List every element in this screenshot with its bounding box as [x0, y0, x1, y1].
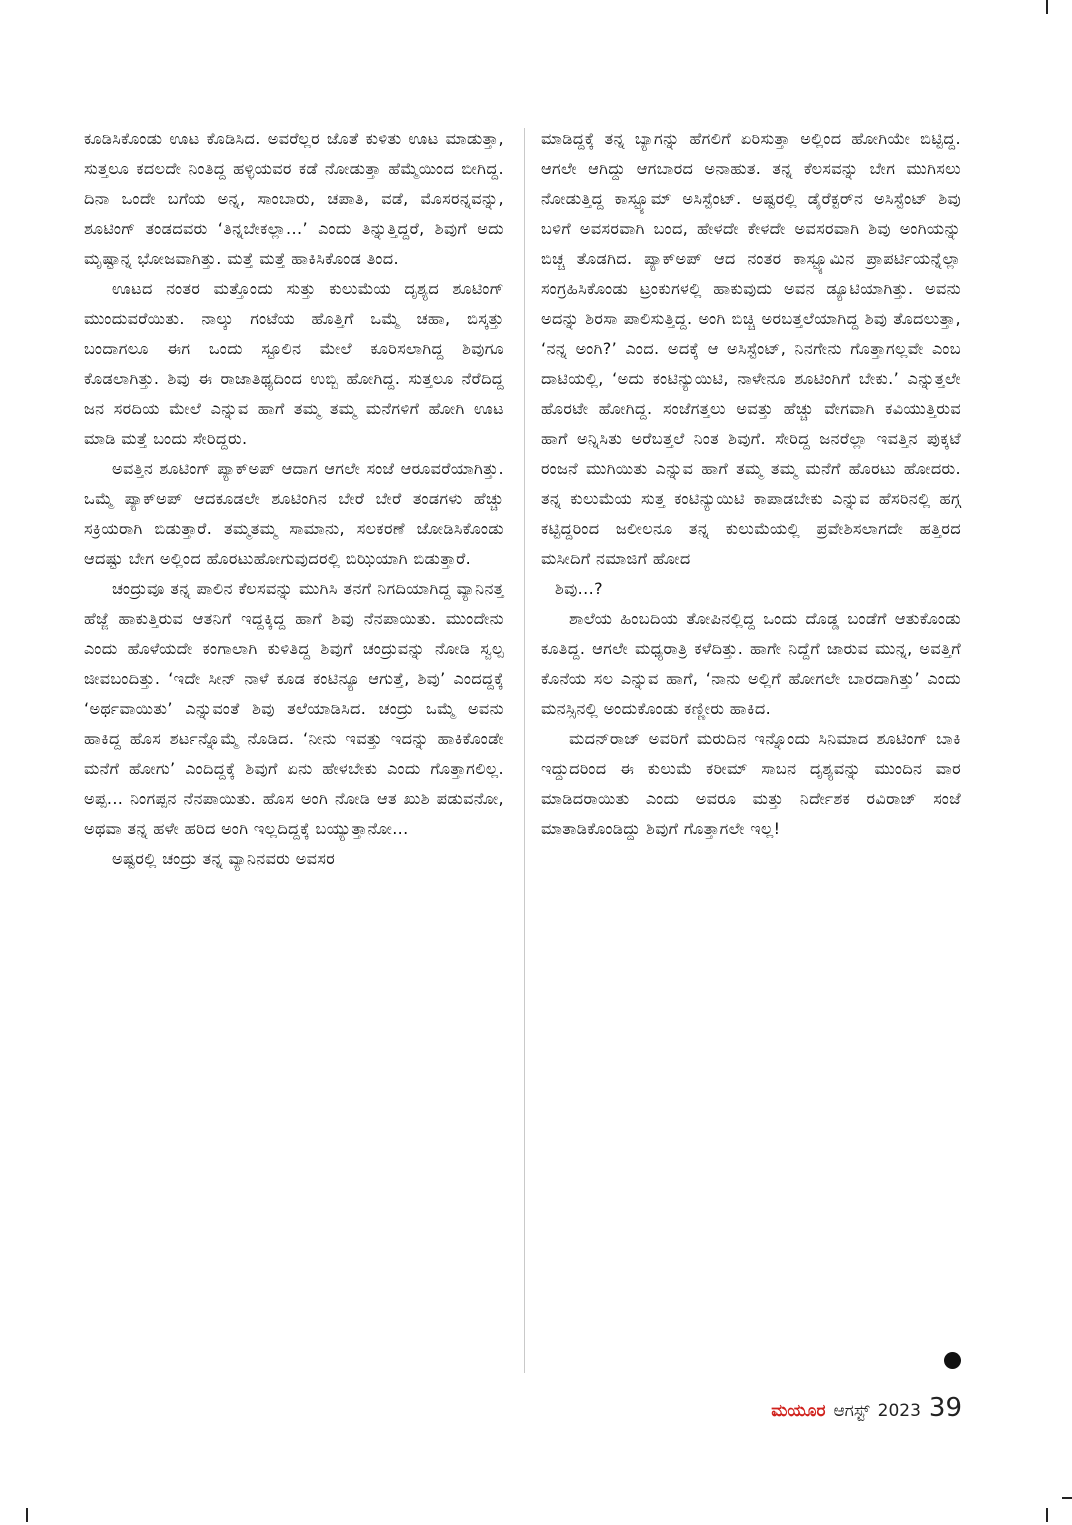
story-end-bullet-icon — [944, 1352, 961, 1369]
crop-mark-top-right — [1046, 0, 1048, 14]
paragraph: ಕೂಡಿಸಿಕೊಂಡು ಊಟ ಕೊಡಿಸಿದ. ಅವರೆಲ್ಲರ ಜೊತೆ ಕುಳಿತು ಊಟ ಮಾಡುತ್ತಾ, ಸುತ್ತಲೂ ಕದಲದೇ ನಿಂತಿದ್ದ ಹಳ್ಳಿಯವರ ಕಡೆ ನೋಡುತ್ತಾ ಹೆಮ್ಮೆಯಿಂದ ಬೀಗಿದ್ದ. ದಿನಾ ಒಂದೇ ಬಗೆಯ ಅನ್ನ, ಸಾಂಬಾರು, ಚಪಾತಿ, ವಡೆ, ಮೊಸರನ್ನವನ್ನು, ಶೂಟಿಂಗ್ ತಂಡದವರು ‘ತಿನ್ನಬೇಕಲ್ಲಾ...’ ಎಂದು ತಿನ್ನುತ್ತಿದ್ದರೆ, ಶಿವುಗೆ ಅದು ಮೃಷ್ಟಾನ್ನ ಭೋಜವಾಗಿತ್ತು. ಮತ್ತೆ ಮತ್ತೆ ಹಾಕಿಸಿಕೊಂಡ ತಿಂದ. — [84, 129, 504, 268]
paragraph: ಅಷ್ಟರಲ್ಲಿ ಚಂದ್ರು ತನ್ನ ವ್ಯಾನಿನವರು ಅವಸರ — [112, 849, 336, 868]
paragraph: ಶಾಲೆಯ ಹಿಂಬದಿಯ ತೋಪಿನಲ್ಲಿದ್ದ ಒಂದು ದೊಡ್ಡ ಬಂಡೆಗೆ ಆತುಕೊಂಡು ಕೂತಿದ್ದ. ಆಗಲೇ ಮಧ್ಯರಾತ್ರಿ ಕಳೆದಿತ್ತು. ಹಾಗೇ ನಿದ್ದೆಗೆ ಜಾರುವ ಮುನ್ನ, ಅವತ್ತಿಗೆ ಕೊನೆಯ ಸಲ ಎನ್ನುವ ಹಾಗೆ, ‘ನಾನು ಅಲ್ಲಿಗೆ ಹೋಗಲೇ ಬಾರದಾಗಿತ್ತು’ ಎಂದು ಮನಸ್ಸಿನಲ್ಲಿ ಅಂದುಕೊಂಡು ಕಣ್ಣೀರು ಹಾಕಿದ. — [541, 609, 961, 718]
right-text-column — [541, 124, 961, 844]
crop-mark-bottom-right — [1046, 1508, 1048, 1522]
paragraph: ಶಿವು...? — [555, 579, 603, 598]
column-divider — [524, 128, 525, 1373]
page-footer — [771, 1393, 962, 1423]
left-text-column — [84, 124, 504, 874]
paragraph: ಚಂದ್ರುವೂ ತನ್ನ ಪಾಲಿನ ಕೆಲಸವನ್ನು ಮುಗಿಸಿ ತನಗೆ ನಿಗದಿಯಾಗಿದ್ದ ವ್ಯಾನಿನತ್ತ ಹೆಜ್ಜೆ ಹಾಕುತ್ತಿರುವ ಆತನಿಗೆ ಇದ್ದಕ್ಕಿದ್ದ ಹಾಗೆ ಶಿವು ನೆನಪಾಯಿತು. ಮುಂದೇನು ಎಂದು ಹೊಳೆಯದೇ ಕಂಗಾಲಾಗಿ ಕುಳಿತಿದ್ದ ಶಿವುಗೆ ಚಂದ್ರುವನ್ನು ನೋಡಿ ಸ್ವಲ್ಪ ಜೀವಬಂದಿತ್ತು. ‘ಇದೇ ಸೀನ್ ನಾಳೆ ಕೂಡ ಕಂಟಿನ್ಯೂ ಆಗುತ್ತೆ, ಶಿವು’ ಎಂದದ್ದಕ್ಕೆ ‘ಅರ್ಥವಾಯಿತು’ ಎನ್ನುವಂತೆ ಶಿವು ತಲೆಯಾಡಿಸಿದ. ಚಂದ್ರು ಒಮ್ಮೆ ಅವನು ಹಾಕಿದ್ದ ಹೊಸ ಶರ್ಟನ್ನೊಮ್ಮೆ ನೊಡಿದ. ‘ನೀನು ಇವತ್ತು ಇದನ್ನು ಹಾಕಿಕೊಂಡೇ ಮನೆಗೆ ಹೋಗು’ ಎಂದಿದ್ದಕ್ಕೆ ಶಿವುಗೆ ಏನು ಹೇಳಬೇಕು ಎಂದು ಗೊತ್ತಾಗಲಿಲ್ಲ. ಅಪ್ಪ... ನಿಂಗಪ್ಪನ ನೆನಪಾಯಿತು. ಹೊಸ ಅಂಗಿ ನೋಡಿ ಆತ ಖುಶಿ ಪಡುವನೋ, ಅಥವಾ ತನ್ನ ಹಳೇ ಹರಿದ ಅಂಗಿ ಇಲ್ಲದಿದ್ದಕ್ಕೆ ಬಯ್ಯುತ್ತಾನೋ... — [84, 579, 504, 838]
paragraph: ಅವತ್ತಿನ ಶೂಟಿಂಗ್ ಪ್ಯಾಕ್‌ಅಪ್ ಆದಾಗ ಆಗಲೇ ಸಂಜೆ ಆರೂವರೆಯಾಗಿತ್ತು. ಒಮ್ಮೆ ಪ್ಯಾಕ್‌ಅಪ್ ಆದಕೂಡಲೇ ಶೂಟಿಂಗಿನ ಬೇರೆ ಬೇರೆ ತಂಡಗಳು ಹೆಚ್ಚು ಸಕ್ರಿಯರಾಗಿ ಬಿಡುತ್ತಾರೆ. ತಮ್ಮತಮ್ಮ ಸಾಮಾನು, ಸಲಕರಣೆ ಜೋಡಿಸಿಕೊಂಡು ಆದಷ್ಟು ಬೇಗ ಅಲ್ಲಿಂದ ಹೊರಟುಹೋಗುವುದರಲ್ಲಿ ಬಿಝಿಯಾಗಿ ಬಿಡುತ್ತಾರೆ. — [84, 459, 504, 568]
magazine-brand: ಮಯೂರ — [771, 1401, 826, 1421]
issue-year: 2023 — [877, 1401, 921, 1421]
paragraph: ಊಟದ ನಂತರ ಮತ್ತೊಂದು ಸುತ್ತು ಕುಲುಮೆಯ ದೃಶ್ಯದ ಶೂಟಿಂಗ್ ಮುಂದುವರೆಯಿತು. ನಾಲ್ಕು ಗಂಟೆಯ ಹೊತ್ತಿಗೆ ಒಮ್ಮೆ ಚಹಾ, ಬಿಸ್ಕತ್ತು ಬಂದಾಗಲೂ ಈಗ ಒಂದು ಸ್ಟೂಲಿನ ಮೇಲೆ ಕೂರಿಸಲಾಗಿದ್ದ ಶಿವುಗೂ ಕೊಡಲಾಗಿತ್ತು. ಶಿವು ಈ ರಾಜಾತಿಥ್ಯದಿಂದ ಉಬ್ಬಿ ಹೋಗಿದ್ದ. ಸುತ್ತಲೂ ನೆರೆದಿದ್ದ ಜನ ಸರದಿಯ ಮೇಲೆ ಎನ್ನುವ ಹಾಗೆ ತಮ್ಮ ತಮ್ಮ ಮನೆಗಳಿಗೆ ಹೋಗಿ ಊಟ ಮಾಡಿ ಮತ್ತೆ ಬಂದು ಸೇರಿದ್ದರು. — [84, 279, 504, 448]
issue-month: ಆಗಸ್ಟ್ — [833, 1401, 870, 1421]
crop-mark-right-mid — [1062, 1497, 1072, 1499]
paragraph: ಮದನ್‌ರಾಜ್ ಅವರಿಗೆ ಮರುದಿನ ಇನ್ನೊಂದು ಸಿನಿಮಾದ ಶೂಟಿಂಗ್ ಬಾಕಿ ಇದ್ದುದರಿಂದ ಈ ಕುಲುಮೆ ಕರೀಮ್ ಸಾಬನ ದೃಶ್ಯವನ್ನು ಮುಂದಿನ ವಾರ ಮಾಡಿದರಾಯಿತು ಎಂದು ಅವರೂ ಮತ್ತು ನಿರ್ದೇಶಕ ರವಿರಾಜ್ ಸಂಜೆ ಮಾತಾಡಿಕೊಂಡಿದ್ದು ಶಿವುಗೆ ಗೊತ್ತಾಗಲೇ ಇಲ್ಲ! — [541, 729, 961, 838]
paragraph: ಮಾಡಿದ್ದಕ್ಕೆ ತನ್ನ ಬ್ಯಾಗನ್ನು ಹೆಗಲಿಗೆ ಏರಿಸುತ್ತಾ ಅಲ್ಲಿಂದ ಹೋಗಿಯೇ ಬಿಟ್ಟಿದ್ದ. ಆಗಲೇ ಆಗಿದ್ದು ಆಗಬಾರದ ಅನಾಹುತ. ತನ್ನ ಕೆಲಸವನ್ನು ಬೇಗ ಮುಗಿಸಲು ನೋಡುತ್ತಿದ್ದ ಕಾಸ್ಟ್ಯೂಮ್ ಅಸಿಸ್ಟೆಂಟ್. ಅಷ್ಟರಲ್ಲಿ ಡೈರೆಕ್ಟರ್‌ನ ಅಸಿಸ್ಟೆಂಟ್ ಶಿವು ಬಳಿಗೆ ಅವಸರವಾಗಿ ಬಂದ, ಹೇಳದೇ ಕೇಳದೇ ಅವಸರವಾಗಿ ಶಿವು ಅಂಗಿಯನ್ನು ಬಿಚ್ಚ ತೊಡಗಿದ. ಪ್ಯಾಕ್‌ಅಪ್ ಆದ ನಂತರ ಕಾಸ್ಟ್ಯೂಮಿನ ಪ್ರಾಪರ್ಟಿಯನ್ನೆಲ್ಲಾ ಸಂಗ್ರಹಿಸಿಕೊಂಡು ಟ್ರಂಕುಗಳಲ್ಲಿ ಹಾಕುವುದು ಅವನ ಡ್ಯೂಟಿಯಾಗಿತ್ತು. ಅವನು ಅದನ್ನು ಶಿರಸಾ ಪಾಲಿಸುತ್ತಿದ್ದ. ಅಂಗಿ ಬಿಚ್ಚಿ ಅರಬತ್ತಲೆಯಾಗಿದ್ದ ಶಿವು ತೊದಲುತ್ತಾ, ‘ನನ್ನ ಅಂಗಿ?’ ಎಂದ. ಅದಕ್ಕೆ ಆ ಅಸಿಸ್ಟೆಂಟ್, ನಿನಗೇನು ಗೊತ್ತಾಗಲ್ಲವೇ ಎಂಬ ದಾಟಿಯಲ್ಲಿ, ‘ಅದು ಕಂಟಿನ್ಯುಯಿಟಿ, ನಾಳೇನೂ ಶೂಟಿಂಗಿಗೆ ಬೇಕು.’ ಎನ್ನುತ್ತಲೇ ಹೊರಟೇ ಹೋಗಿದ್ದ. ಸಂಜೆಗತ್ತಲು ಅವತ್ತು ಹೆಚ್ಚು ವೇಗವಾಗಿ ಕವಿಯುತ್ತಿರುವ ಹಾಗೆ ಅನ್ನಿಸಿತು ಅರೆಬತ್ತಲೆ ನಿಂತ ಶಿವುಗೆ. ಸೇರಿದ್ದ ಜನರೆಲ್ಲಾ ಇವತ್ತಿನ ಪುಕ್ಕಟೆ ರಂಜನೆ ಮುಗಿಯಿತು ಎನ್ನುವ ಹಾಗೆ ತಮ್ಮ ತಮ್ಮ ಮನೆಗೆ ಹೊರಟು ಹೋದರು. ತನ್ನ ಕುಲುಮೆಯ ಸುತ್ತ ಕಂಟಿನ್ಯುಯಿಟಿ ಕಾಪಾಡಬೇಕು ಎನ್ನುವ ಹೆಸರಿನಲ್ಲಿ ಹಗ್ಗ ಕಟ್ಟಿದ್ದರಿಂದ ಜಲೀಲನೂ ತನ್ನ ಕುಲುಮೆಯಲ್ಲಿ ಪ್ರವೇಶಿಸಲಾಗದೇ ಹತ್ತಿರದ ಮಸೀದಿಗೆ ನಮಾಜಿಗೆ ಹೋದ — [541, 129, 961, 568]
crop-mark-bottom-left — [26, 1508, 28, 1522]
page-number: 39 — [928, 1393, 962, 1423]
